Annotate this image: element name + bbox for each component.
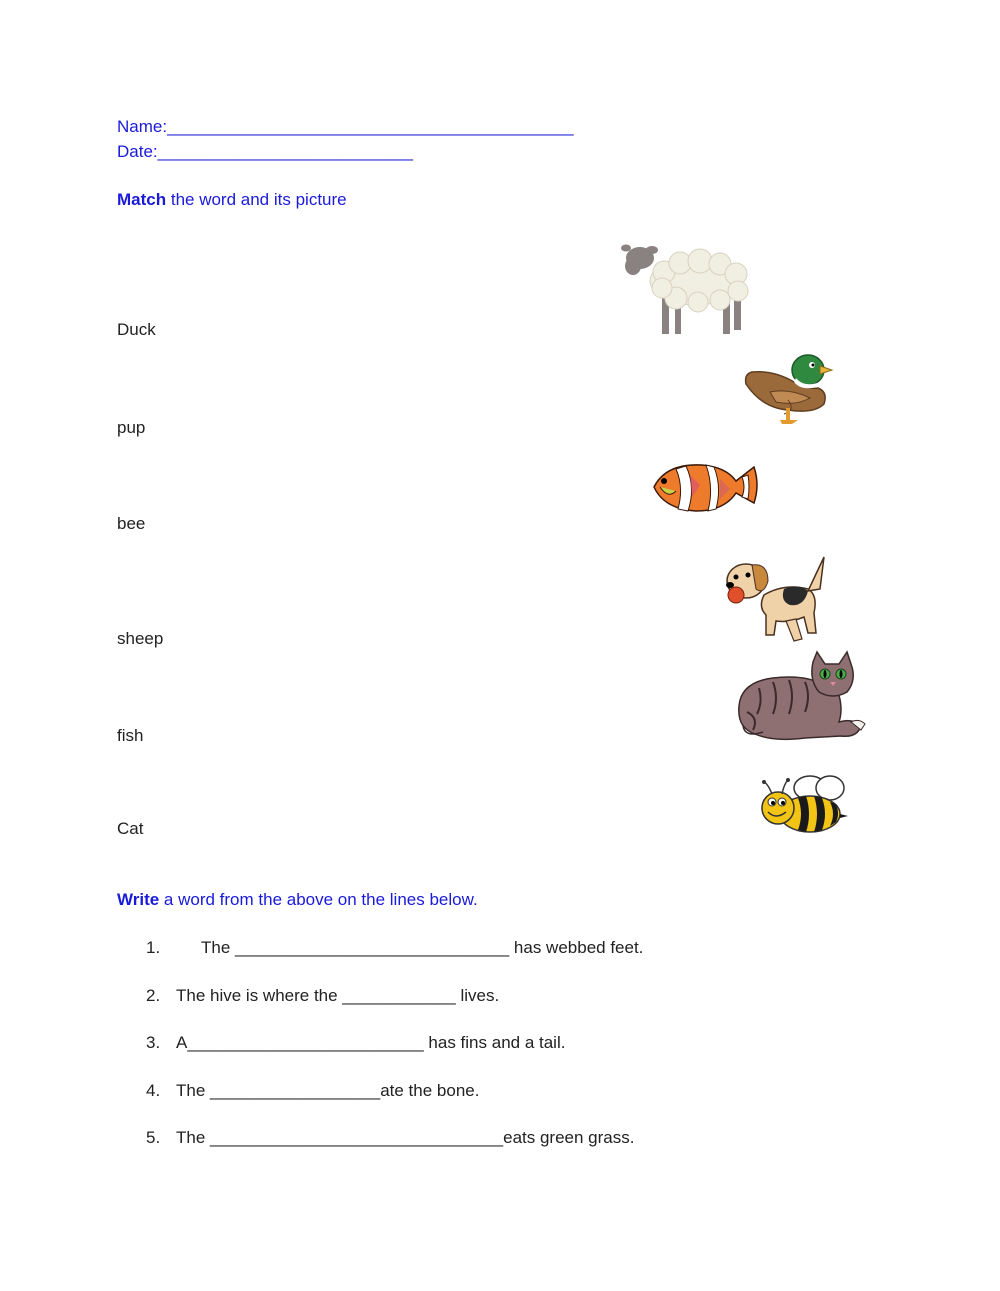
question-1 — [146, 938, 643, 958]
word-cat: Cat — [117, 819, 144, 838]
name-line: Name:___________________________________________ — [117, 117, 574, 136]
word-sheep: sheep — [117, 629, 164, 648]
write-instruction — [117, 890, 478, 910]
question-3 — [146, 1033, 565, 1053]
fish-picture — [650, 455, 760, 520]
question-2 — [146, 986, 499, 1006]
duck-picture — [740, 352, 832, 427]
word-bee: bee — [117, 514, 146, 533]
write-instruction-bold: Write — [117, 890, 160, 909]
question-number: 1. — [146, 938, 161, 957]
word-duck: Duck — [117, 320, 156, 339]
word-fish: fish — [117, 726, 144, 745]
bee-picture — [758, 772, 848, 838]
question-number: 2. — [146, 986, 161, 1005]
sheep-picture — [620, 236, 760, 338]
question-number: 3. — [146, 1033, 161, 1052]
question-text: The __________________ate the bone. — [176, 1081, 480, 1100]
question-text: A_________________________ has fins and a tail. — [176, 1033, 566, 1052]
match-instruction — [117, 190, 347, 210]
question-text: The hive is where the ____________ lives. — [176, 986, 500, 1005]
cat-picture — [733, 652, 869, 747]
question-4 — [146, 1081, 479, 1101]
date-line: Date:___________________________ — [117, 142, 413, 161]
dog-picture — [724, 555, 829, 643]
question-number: 5. — [146, 1128, 161, 1147]
question-text: The _____________________________ has webbed feet. — [201, 938, 644, 957]
question-5 — [146, 1128, 634, 1148]
match-instruction-bold: Match — [117, 190, 167, 209]
question-text: The _______________________________eats green grass. — [176, 1128, 635, 1147]
match-instruction-rest: the word and its picture — [166, 190, 347, 209]
question-number: 4. — [146, 1081, 161, 1100]
write-instruction-rest: a word from the above on the lines below. — [159, 890, 478, 909]
word-pup: pup — [117, 418, 146, 437]
